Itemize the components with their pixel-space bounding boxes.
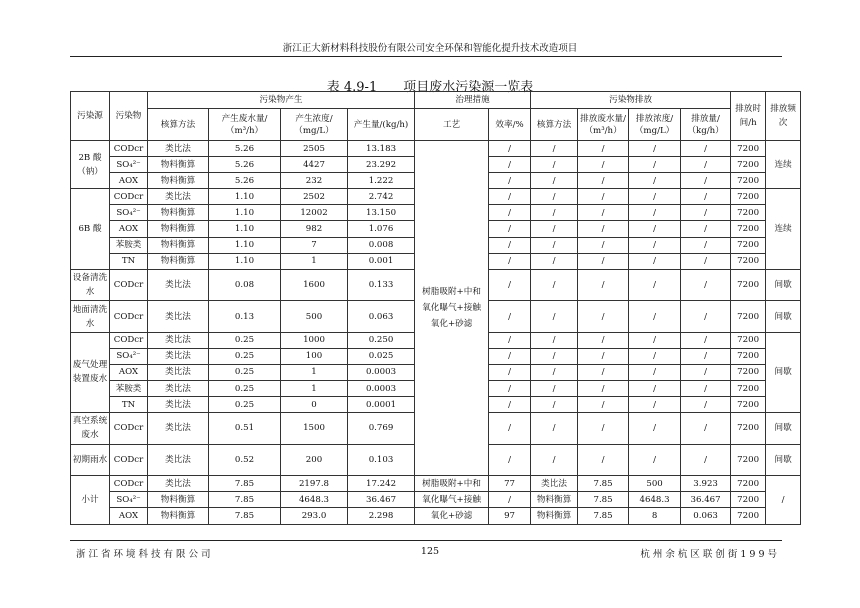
amount-cell: 0.025 bbox=[348, 348, 415, 364]
pollutant-cell: SO₄²⁻ bbox=[110, 492, 148, 508]
emission-conc-cell: / bbox=[629, 381, 681, 397]
emission-conc-cell: / bbox=[629, 348, 681, 364]
pollutant-cell: CODcr bbox=[110, 189, 148, 205]
emission-method-cell: / bbox=[531, 381, 578, 397]
emission-method-cell: / bbox=[531, 348, 578, 364]
emission-flow-cell: / bbox=[578, 253, 629, 269]
emission-conc-cell: / bbox=[629, 157, 681, 173]
flow-cell: 5.26 bbox=[209, 141, 281, 157]
method-cell: 物料衡算 bbox=[148, 173, 209, 189]
efficiency-cell: / bbox=[489, 364, 531, 380]
emission-method-cell: 物料衡算 bbox=[531, 492, 578, 508]
efficiency-cell: / bbox=[489, 301, 531, 333]
time-cell: 7200 bbox=[731, 381, 766, 397]
emission-flow-cell: / bbox=[578, 189, 629, 205]
emission-conc-cell: / bbox=[629, 269, 681, 301]
method-cell: 类比法 bbox=[148, 301, 209, 333]
conc-cell: 1 bbox=[281, 253, 348, 269]
method-cell: 类比法 bbox=[148, 348, 209, 364]
source-cell: 初期雨水 bbox=[71, 444, 110, 476]
emission-method-cell: / bbox=[531, 444, 578, 476]
method-cell: 物料衡算 bbox=[148, 492, 209, 508]
time-cell: 7200 bbox=[731, 221, 766, 237]
flow-cell: 0.25 bbox=[209, 397, 281, 413]
flow-cell: 0.25 bbox=[209, 364, 281, 380]
emission-method-cell: / bbox=[531, 141, 578, 157]
pollutant-cell: 苯胺类 bbox=[110, 237, 148, 253]
amount-cell: 0.063 bbox=[348, 301, 415, 333]
time-cell: 7200 bbox=[731, 141, 766, 157]
col-emission-flow: 排放废水量/（m³/h） bbox=[578, 109, 629, 141]
pollutant-cell: CODcr bbox=[110, 269, 148, 301]
emission-method-cell: / bbox=[531, 189, 578, 205]
flow-cell: 1.10 bbox=[209, 205, 281, 221]
conc-cell: 1 bbox=[281, 364, 348, 380]
emission-conc-cell: / bbox=[629, 364, 681, 380]
col-group-treatment: 治理措施 bbox=[415, 92, 531, 109]
emission-method-cell: / bbox=[531, 413, 578, 445]
efficiency-cell: / bbox=[489, 221, 531, 237]
col-group-emission: 污染物排放 bbox=[531, 92, 731, 109]
conc-cell: 1500 bbox=[281, 413, 348, 445]
emission-amount-cell: / bbox=[681, 381, 731, 397]
method-cell: 类比法 bbox=[148, 332, 209, 348]
flow-cell: 0.25 bbox=[209, 381, 281, 397]
emission-conc-cell: / bbox=[629, 237, 681, 253]
time-cell: 7200 bbox=[731, 444, 766, 476]
time-cell: 7200 bbox=[731, 332, 766, 348]
emission-flow-cell: 7.85 bbox=[578, 492, 629, 508]
efficiency-cell: / bbox=[489, 444, 531, 476]
conc-cell: 982 bbox=[281, 221, 348, 237]
conc-cell: 293.0 bbox=[281, 508, 348, 524]
emission-conc-cell: 4648.3 bbox=[629, 492, 681, 508]
col-source: 污染源 bbox=[71, 92, 110, 141]
time-cell: 7200 bbox=[731, 189, 766, 205]
time-cell: 7200 bbox=[731, 364, 766, 380]
time-cell: 7200 bbox=[731, 508, 766, 524]
pollutant-cell: SO₄²⁻ bbox=[110, 157, 148, 173]
emission-flow-cell: / bbox=[578, 397, 629, 413]
process-cell: 树脂吸附+中和氧化曝气+接触氧化+砂滤 bbox=[415, 141, 489, 476]
footer-rule bbox=[70, 540, 782, 541]
emission-conc-cell: / bbox=[629, 221, 681, 237]
pollutant-cell: AOX bbox=[110, 364, 148, 380]
amount-cell: 0.0001 bbox=[348, 397, 415, 413]
method-cell: 物料衡算 bbox=[148, 253, 209, 269]
pollutant-cell: AOX bbox=[110, 221, 148, 237]
time-cell: 7200 bbox=[731, 173, 766, 189]
flow-cell: 0.08 bbox=[209, 269, 281, 301]
emission-amount-cell: / bbox=[681, 413, 731, 445]
flow-cell: 5.26 bbox=[209, 157, 281, 173]
efficiency-cell: / bbox=[489, 269, 531, 301]
emission-amount-cell: / bbox=[681, 364, 731, 380]
conc-cell: 500 bbox=[281, 301, 348, 333]
pollutant-cell: CODcr bbox=[110, 301, 148, 333]
footer-company: 浙江省环境科技有限公司 bbox=[76, 549, 214, 560]
flow-cell: 7.85 bbox=[209, 492, 281, 508]
conc-cell: 200 bbox=[281, 444, 348, 476]
efficiency-cell: / bbox=[489, 173, 531, 189]
emission-amount-cell: / bbox=[681, 332, 731, 348]
col-emission-method: 核算方法 bbox=[531, 109, 578, 141]
efficiency-cell: / bbox=[489, 397, 531, 413]
emission-flow-cell: / bbox=[578, 381, 629, 397]
method-cell: 物料衡算 bbox=[148, 508, 209, 524]
emission-flow-cell: / bbox=[578, 141, 629, 157]
emission-flow-cell: / bbox=[578, 364, 629, 380]
method-cell: 类比法 bbox=[148, 397, 209, 413]
efficiency-cell: / bbox=[489, 237, 531, 253]
efficiency-cell: / bbox=[489, 141, 531, 157]
amount-cell: 17.242 bbox=[348, 476, 415, 492]
emission-amount-cell: / bbox=[681, 237, 731, 253]
emission-method-cell: / bbox=[531, 237, 578, 253]
method-cell: 类比法 bbox=[148, 413, 209, 445]
emission-method-cell: / bbox=[531, 301, 578, 333]
emission-amount-cell: 3.923 bbox=[681, 476, 731, 492]
amount-cell: 0.769 bbox=[348, 413, 415, 445]
emission-flow-cell: 7.85 bbox=[578, 508, 629, 524]
freq-cell: 间歇 bbox=[766, 332, 801, 412]
efficiency-cell: 97 bbox=[489, 508, 531, 524]
time-cell: 7200 bbox=[731, 237, 766, 253]
conc-cell: 0 bbox=[281, 397, 348, 413]
time-cell: 7200 bbox=[731, 492, 766, 508]
col-freq: 排放频次 bbox=[766, 92, 801, 141]
table-row bbox=[71, 492, 801, 508]
freq-cell: 间歇 bbox=[766, 413, 801, 445]
process-cell: 氧化曝气+接触 bbox=[415, 492, 489, 508]
conc-cell: 1 bbox=[281, 381, 348, 397]
emission-flow-cell: / bbox=[578, 157, 629, 173]
table-row bbox=[71, 508, 801, 524]
amount-cell: 2.298 bbox=[348, 508, 415, 524]
col-emission-amount: 排放量/（kg/h） bbox=[681, 109, 731, 141]
table-title: 项目废水污染源一览表 bbox=[403, 80, 534, 95]
emission-flow-cell: / bbox=[578, 269, 629, 301]
freq-cell: 连续 bbox=[766, 141, 801, 189]
page-number: 125 bbox=[420, 546, 440, 557]
flow-cell: 7.85 bbox=[209, 508, 281, 524]
emission-flow-cell: / bbox=[578, 173, 629, 189]
source-cell: 小计 bbox=[71, 476, 110, 524]
method-cell: 类比法 bbox=[148, 381, 209, 397]
emission-conc-cell: / bbox=[629, 253, 681, 269]
source-cell: 地面清洗水 bbox=[71, 301, 110, 333]
conc-cell: 4427 bbox=[281, 157, 348, 173]
method-cell: 类比法 bbox=[148, 476, 209, 492]
flow-cell: 5.26 bbox=[209, 173, 281, 189]
emission-amount-cell: / bbox=[681, 397, 731, 413]
pollutant-cell: SO₄²⁻ bbox=[110, 205, 148, 221]
flow-cell: 1.10 bbox=[209, 237, 281, 253]
wastewater-source-table bbox=[70, 91, 801, 525]
footer-address: 杭州余杭区联创街199号 bbox=[640, 549, 780, 560]
emission-amount-cell: / bbox=[681, 301, 731, 333]
flow-cell: 0.25 bbox=[209, 348, 281, 364]
source-cell: 2B 酸（钠） bbox=[71, 141, 110, 189]
col-pollutant: 污染物 bbox=[110, 92, 148, 141]
method-cell: 类比法 bbox=[148, 364, 209, 380]
conc-cell: 100 bbox=[281, 348, 348, 364]
pollutant-cell: TN bbox=[110, 397, 148, 413]
amount-cell: 23.292 bbox=[348, 157, 415, 173]
amount-cell: 0.0003 bbox=[348, 364, 415, 380]
emission-conc-cell: / bbox=[629, 397, 681, 413]
method-cell: 类比法 bbox=[148, 444, 209, 476]
emission-amount-cell: / bbox=[681, 205, 731, 221]
time-cell: 7200 bbox=[731, 476, 766, 492]
amount-cell: 0.250 bbox=[348, 332, 415, 348]
conc-cell: 12002 bbox=[281, 205, 348, 221]
source-cell: 6B 酸 bbox=[71, 189, 110, 269]
time-cell: 7200 bbox=[731, 301, 766, 333]
method-cell: 类比法 bbox=[148, 269, 209, 301]
emission-method-cell: / bbox=[531, 332, 578, 348]
emission-flow-cell: / bbox=[578, 205, 629, 221]
efficiency-cell: / bbox=[489, 205, 531, 221]
efficiency-cell: / bbox=[489, 332, 531, 348]
efficiency-cell: / bbox=[489, 413, 531, 445]
emission-flow-cell: / bbox=[578, 221, 629, 237]
source-cell: 设备清洗水 bbox=[71, 269, 110, 301]
freq-cell: 连续 bbox=[766, 189, 801, 269]
col-method: 核算方法 bbox=[148, 109, 209, 141]
method-cell: 物料衡算 bbox=[148, 157, 209, 173]
emission-amount-cell: 0.063 bbox=[681, 508, 731, 524]
emission-amount-cell: / bbox=[681, 253, 731, 269]
flow-cell: 1.10 bbox=[209, 189, 281, 205]
emission-amount-cell: / bbox=[681, 269, 731, 301]
col-amount: 产生量/(kg/h) bbox=[348, 109, 415, 141]
table-row bbox=[71, 476, 801, 492]
time-cell: 7200 bbox=[731, 397, 766, 413]
emission-flow-cell: / bbox=[578, 332, 629, 348]
efficiency-cell: / bbox=[489, 381, 531, 397]
amount-cell: 1.076 bbox=[348, 221, 415, 237]
flow-cell: 7.85 bbox=[209, 476, 281, 492]
emission-method-cell: / bbox=[531, 173, 578, 189]
emission-method-cell: 物料衡算 bbox=[531, 508, 578, 524]
efficiency-cell: / bbox=[489, 157, 531, 173]
emission-method-cell: / bbox=[531, 205, 578, 221]
emission-amount-cell: / bbox=[681, 189, 731, 205]
emission-method-cell: / bbox=[531, 253, 578, 269]
col-conc: 产生浓度/（mg/L） bbox=[281, 109, 348, 141]
table-number: 表 4.9-1 bbox=[326, 80, 378, 95]
conc-cell: 4648.3 bbox=[281, 492, 348, 508]
method-cell: 物料衡算 bbox=[148, 237, 209, 253]
emission-conc-cell: 500 bbox=[629, 476, 681, 492]
flow-cell: 1.10 bbox=[209, 221, 281, 237]
emission-method-cell: / bbox=[531, 221, 578, 237]
method-cell: 类比法 bbox=[148, 141, 209, 157]
method-cell: 物料衡算 bbox=[148, 221, 209, 237]
emission-conc-cell: 8 bbox=[629, 508, 681, 524]
emission-flow-cell: / bbox=[578, 301, 629, 333]
conc-cell: 7 bbox=[281, 237, 348, 253]
amount-cell: 0.103 bbox=[348, 444, 415, 476]
pollutant-cell: SO₄²⁻ bbox=[110, 348, 148, 364]
emission-amount-cell: / bbox=[681, 444, 731, 476]
pollutant-cell: CODcr bbox=[110, 332, 148, 348]
pollutant-cell: CODcr bbox=[110, 476, 148, 492]
conc-cell: 2502 bbox=[281, 189, 348, 205]
amount-cell: 1.222 bbox=[348, 173, 415, 189]
efficiency-cell: 77 bbox=[489, 476, 531, 492]
emission-conc-cell: / bbox=[629, 301, 681, 333]
flow-cell: 0.13 bbox=[209, 301, 281, 333]
process-cell: 树脂吸附+中和 bbox=[415, 476, 489, 492]
amount-cell: 0.0003 bbox=[348, 381, 415, 397]
pollutant-cell: AOX bbox=[110, 508, 148, 524]
conc-cell: 2197.8 bbox=[281, 476, 348, 492]
amount-cell: 13.183 bbox=[348, 141, 415, 157]
amount-cell: 0.008 bbox=[348, 237, 415, 253]
amount-cell: 0.001 bbox=[348, 253, 415, 269]
emission-method-cell: 类比法 bbox=[531, 476, 578, 492]
method-cell: 类比法 bbox=[148, 189, 209, 205]
pollutant-cell: TN bbox=[110, 253, 148, 269]
table-row bbox=[71, 141, 801, 157]
emission-method-cell: / bbox=[531, 269, 578, 301]
freq-cell: 间歇 bbox=[766, 444, 801, 476]
emission-conc-cell: / bbox=[629, 444, 681, 476]
col-group-generation: 污染物产生 bbox=[148, 92, 415, 109]
amount-cell: 2.742 bbox=[348, 189, 415, 205]
conc-cell: 1000 bbox=[281, 332, 348, 348]
freq-cell: 间歇 bbox=[766, 269, 801, 301]
conc-cell: 2505 bbox=[281, 141, 348, 157]
col-emission-conc: 排放浓度/（mg/L） bbox=[629, 109, 681, 141]
source-cell: 真空系统废水 bbox=[71, 413, 110, 445]
source-cell: 废气处理装置废水 bbox=[71, 332, 110, 412]
amount-cell: 13.150 bbox=[348, 205, 415, 221]
time-cell: 7200 bbox=[731, 348, 766, 364]
emission-method-cell: / bbox=[531, 157, 578, 173]
emission-conc-cell: / bbox=[629, 189, 681, 205]
emission-flow-cell: / bbox=[578, 413, 629, 445]
emission-amount-cell: / bbox=[681, 173, 731, 189]
emission-conc-cell: / bbox=[629, 332, 681, 348]
emission-method-cell: / bbox=[531, 397, 578, 413]
conc-cell: 1600 bbox=[281, 269, 348, 301]
efficiency-cell: / bbox=[489, 253, 531, 269]
col-efficiency: 效率/% bbox=[489, 109, 531, 141]
emission-flow-cell: / bbox=[578, 348, 629, 364]
amount-cell: 0.133 bbox=[348, 269, 415, 301]
emission-conc-cell: / bbox=[629, 205, 681, 221]
emission-conc-cell: / bbox=[629, 413, 681, 445]
emission-flow-cell: / bbox=[578, 444, 629, 476]
emission-conc-cell: / bbox=[629, 141, 681, 157]
pollutant-cell: CODcr bbox=[110, 141, 148, 157]
emission-amount-cell: / bbox=[681, 141, 731, 157]
time-cell: 7200 bbox=[731, 157, 766, 173]
time-cell: 7200 bbox=[731, 269, 766, 301]
process-cell: 氧化+砂滤 bbox=[415, 508, 489, 524]
flow-cell: 0.25 bbox=[209, 332, 281, 348]
freq-cell: 间歇 bbox=[766, 301, 801, 333]
pollutant-cell: 苯胺类 bbox=[110, 381, 148, 397]
pollutant-cell: CODcr bbox=[110, 444, 148, 476]
amount-cell: 36.467 bbox=[348, 492, 415, 508]
efficiency-cell: / bbox=[489, 189, 531, 205]
efficiency-cell: / bbox=[489, 348, 531, 364]
efficiency-cell: / bbox=[489, 492, 531, 508]
col-flow: 产生废水量/（m³/h） bbox=[209, 109, 281, 141]
flow-cell: 1.10 bbox=[209, 253, 281, 269]
flow-cell: 0.52 bbox=[209, 444, 281, 476]
emission-amount-cell: / bbox=[681, 348, 731, 364]
running-header: 浙江正大新材料科技股份有限公司安全环保和智能化提升技术改造项目 bbox=[282, 43, 578, 54]
emission-method-cell: / bbox=[531, 364, 578, 380]
emission-amount-cell: / bbox=[681, 221, 731, 237]
pollutant-cell: CODcr bbox=[110, 413, 148, 445]
col-time: 排放时间/h bbox=[731, 92, 766, 141]
time-cell: 7200 bbox=[731, 253, 766, 269]
emission-flow-cell: 7.85 bbox=[578, 476, 629, 492]
col-process: 工艺 bbox=[415, 109, 489, 141]
flow-cell: 0.51 bbox=[209, 413, 281, 445]
conc-cell: 232 bbox=[281, 173, 348, 189]
method-cell: 物料衡算 bbox=[148, 205, 209, 221]
header-rule bbox=[70, 56, 782, 57]
time-cell: 7200 bbox=[731, 205, 766, 221]
emission-amount-cell: / bbox=[681, 157, 731, 173]
freq-cell: / bbox=[766, 476, 801, 524]
emission-conc-cell: / bbox=[629, 173, 681, 189]
pollutant-cell: AOX bbox=[110, 173, 148, 189]
time-cell: 7200 bbox=[731, 413, 766, 445]
emission-amount-cell: 36.467 bbox=[681, 492, 731, 508]
emission-flow-cell: / bbox=[578, 237, 629, 253]
